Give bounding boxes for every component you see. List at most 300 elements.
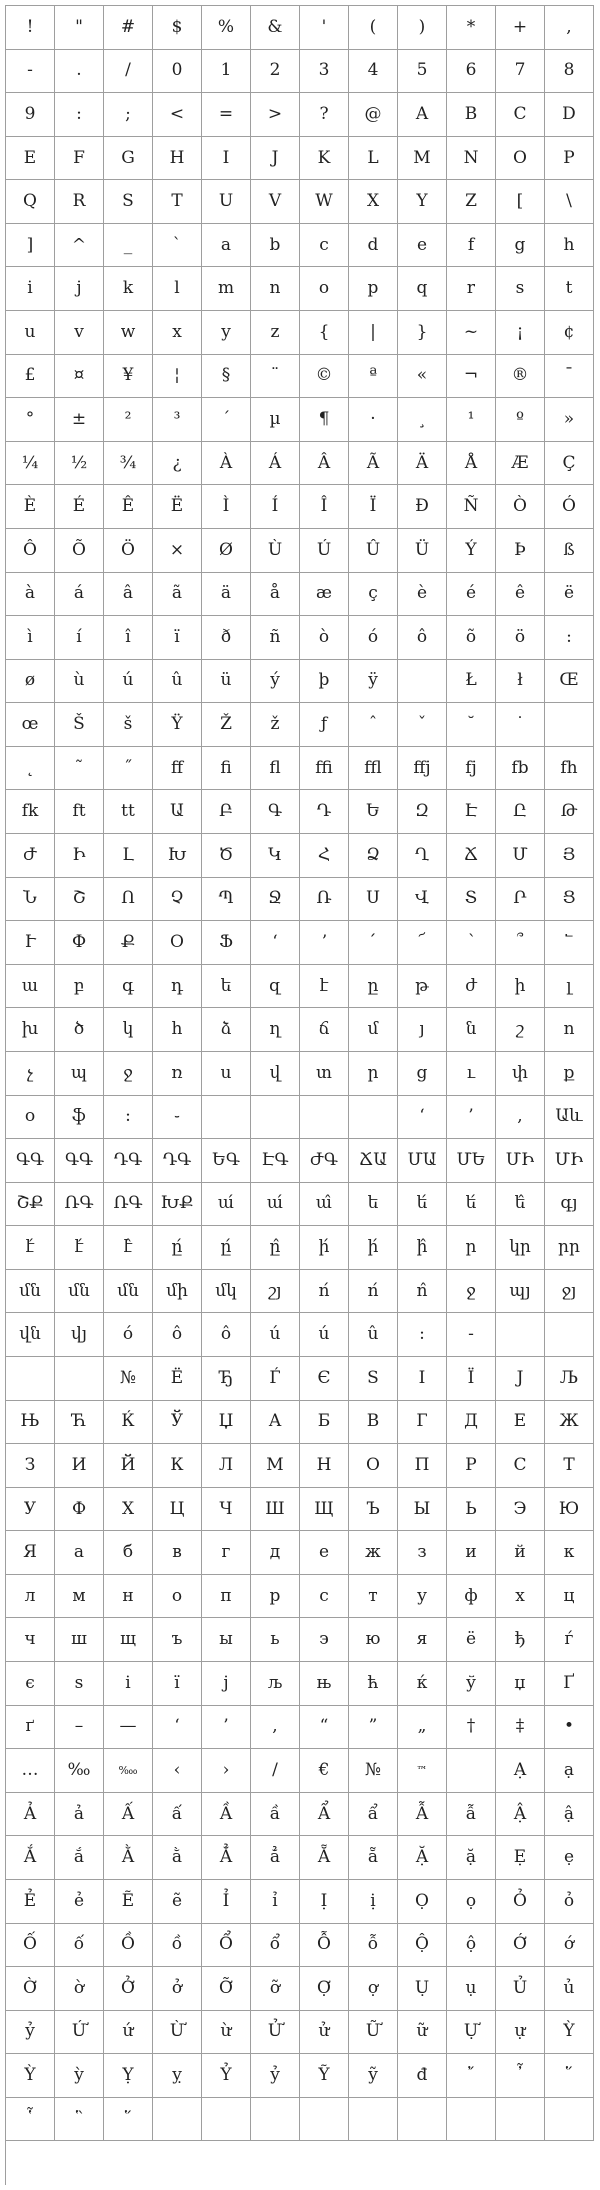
glyph-cell: ú xyxy=(300,1313,349,1357)
glyph-cell xyxy=(496,1313,545,1357)
glyph-cell: á xyxy=(55,573,104,617)
glyph-cell: մ xyxy=(349,1008,398,1052)
glyph-cell: Ջ xyxy=(251,878,300,922)
glyph-cell: Բ xyxy=(202,790,251,834)
glyph-cell: [ xyxy=(496,180,545,224)
glyph-cell: № xyxy=(104,1357,153,1401)
glyph-cell: Աև xyxy=(545,1096,594,1140)
glyph-cell: ỷ xyxy=(251,2054,300,2098)
glyph-cell: ш xyxy=(55,1618,104,1662)
glyph-cell: Œ xyxy=(545,660,594,704)
glyph-cell: Ả xyxy=(6,1793,55,1837)
glyph-cell: о xyxy=(153,1575,202,1619)
glyph-cell: մն xyxy=(55,1270,104,1314)
glyph-cell: ! xyxy=(6,6,55,50)
glyph-cell: Ь xyxy=(447,1488,496,1532)
glyph-cell: ʻ xyxy=(251,921,300,965)
glyph-cell: Ւ xyxy=(6,921,55,965)
glyph-cell: — xyxy=(104,1706,153,1750)
glyph-cell: ’ xyxy=(447,1096,496,1140)
glyph-cell: ո́ xyxy=(349,1270,398,1314)
glyph-cell: ֆ xyxy=(55,1096,104,1140)
glyph-cell: ս xyxy=(202,1052,251,1096)
glyph-cell: ը́ xyxy=(202,1226,251,1270)
glyph-cell: B xyxy=(447,93,496,137)
glyph-cell: ﬁ xyxy=(202,747,251,791)
glyph-cell: А xyxy=(251,1401,300,1445)
glyph-cell: - xyxy=(6,50,55,94)
glyph-cell: tt xyxy=(104,790,153,834)
glyph-cell: Ր xyxy=(496,878,545,922)
glyph-cell: ‡ xyxy=(496,1706,545,1750)
glyph-cell: R xyxy=(55,180,104,224)
glyph-cell: լ xyxy=(545,965,594,1009)
glyph-cell: Ի xyxy=(55,834,104,878)
glyph-cell: я xyxy=(398,1618,447,1662)
glyph-cell: ῞ xyxy=(545,2054,594,2098)
glyph-cell: ứ xyxy=(104,2011,153,2055)
glyph-cell: X xyxy=(349,180,398,224)
glyph-cell: І xyxy=(398,1357,447,1401)
glyph-cell: g xyxy=(496,224,545,268)
glyph-cell: ó xyxy=(104,1313,153,1357)
glyph-cell: – xyxy=(55,1706,104,1750)
glyph-cell: Ѕ xyxy=(349,1357,398,1401)
glyph-cell: С xyxy=(496,1444,545,1488)
glyph-cell: З xyxy=(6,1444,55,1488)
glyph-cell: ã xyxy=(153,573,202,617)
glyph-cell: ạ xyxy=(545,1749,594,1793)
glyph-cell: 8 xyxy=(545,50,594,94)
glyph-cell: Ы xyxy=(398,1488,447,1532)
glyph-cell: ý xyxy=(251,660,300,704)
glyph-cell: Ç xyxy=(545,442,594,486)
glyph-cell: е xyxy=(300,1531,349,1575)
glyph-cell: “ xyxy=(300,1706,349,1750)
glyph-cell: ճ xyxy=(300,1008,349,1052)
glyph-cell xyxy=(447,2098,496,2142)
glyph-cell: Š xyxy=(55,703,104,747)
glyph-cell: ú xyxy=(251,1313,300,1357)
glyph-cell: Ï xyxy=(349,485,398,529)
glyph-cell: ա̂ xyxy=(300,1183,349,1227)
glyph-cell: È xyxy=(6,485,55,529)
glyph-cell: ա́ xyxy=(202,1183,251,1227)
glyph-cell: t xyxy=(545,267,594,311)
glyph-cell: / xyxy=(251,1749,300,1793)
glyph-cell: ặ xyxy=(447,1836,496,1880)
glyph-cell: щ xyxy=(104,1618,153,1662)
glyph-cell: ѕ xyxy=(55,1662,104,1706)
glyph-cell: S xyxy=(104,180,153,224)
glyph-cell: ջյ xyxy=(545,1270,594,1314)
glyph-cell: ո xyxy=(545,1008,594,1052)
glyph-cell: յ xyxy=(398,1008,447,1052)
glyph-cell: b xyxy=(251,224,300,268)
glyph-cell: Ì xyxy=(202,485,251,529)
glyph-cell: ՞ xyxy=(496,921,545,965)
glyph-cell: ä xyxy=(202,573,251,617)
glyph-cell: ç xyxy=(349,573,398,617)
glyph-cell: Ờ xyxy=(6,1967,55,2011)
glyph-cell: ft xyxy=(55,790,104,834)
glyph-cell: Ậ xyxy=(496,1793,545,1837)
glyph-cell: U xyxy=(202,180,251,224)
glyph-cell: 6 xyxy=(447,50,496,94)
glyph-cell: մկ xyxy=(202,1270,251,1314)
glyph-cell: Ớ xyxy=(496,1924,545,1968)
glyph-cell: ẫ xyxy=(447,1793,496,1837)
glyph-cell: Ỵ xyxy=(104,2054,153,2098)
glyph-cell: Ա xyxy=(153,790,202,834)
glyph-cell: Þ xyxy=(496,529,545,573)
glyph-cell: ե́ xyxy=(398,1183,447,1227)
glyph-cell: ~ xyxy=(447,311,496,355)
glyph-cell: Ժ xyxy=(6,834,55,878)
glyph-cell: œ xyxy=(6,703,55,747)
glyph-cell xyxy=(153,2098,202,2142)
glyph-cell: В xyxy=(349,1401,398,1445)
glyph-cell: Я xyxy=(6,1531,55,1575)
glyph-cell: ò xyxy=(300,616,349,660)
glyph-cell xyxy=(447,1749,496,1793)
glyph-cell: ọ xyxy=(447,1880,496,1924)
glyph-cell: ղ xyxy=(251,1008,300,1052)
glyph-cell: ² xyxy=(104,398,153,442)
glyph-cell: х xyxy=(496,1575,545,1619)
glyph-cell: Ừ xyxy=(153,2011,202,2055)
glyph-cell: ¥ xyxy=(104,355,153,399)
glyph-cell: Ẫ xyxy=(398,1793,447,1837)
glyph-cell: խ xyxy=(6,1008,55,1052)
glyph-cell: × xyxy=(153,529,202,573)
glyph-cell: ậ xyxy=(545,1793,594,1837)
glyph-cell: „ xyxy=(398,1706,447,1750)
glyph-cell: ß xyxy=(545,529,594,573)
glyph-cell: Ắ xyxy=(6,1836,55,1880)
glyph-cell: ñ xyxy=(251,616,300,660)
glyph-cell: 9 xyxy=(6,93,55,137)
glyph-cell: ¦ xyxy=(153,355,202,399)
glyph-cell: Ỳ xyxy=(545,2011,594,2055)
glyph-cell: ի́ xyxy=(349,1226,398,1270)
glyph-cell: ž xyxy=(251,703,300,747)
glyph-cell: ю xyxy=(349,1618,398,1662)
glyph-cell: ῝ xyxy=(55,2098,104,2142)
glyph-cell: ﬃ xyxy=(300,747,349,791)
glyph-cell: ՄԻ xyxy=(545,1139,594,1183)
glyph-cell: Й xyxy=(104,1444,153,1488)
glyph-cell: N xyxy=(447,137,496,181)
glyph-cell: ử xyxy=(300,2011,349,2055)
glyph-cell: ‘ xyxy=(153,1706,202,1750)
glyph-cell: Զ xyxy=(398,790,447,834)
glyph-cell: ժ xyxy=(447,965,496,1009)
glyph-cell: | xyxy=(349,311,398,355)
glyph-cell: m xyxy=(202,267,251,311)
glyph-cell: ^ xyxy=(55,224,104,268)
glyph-cell: Ն xyxy=(6,878,55,922)
glyph-cell: Վ xyxy=(398,878,447,922)
glyph-cell: ՜ xyxy=(398,921,447,965)
glyph-cell: Ỉ xyxy=(202,1880,251,1924)
glyph-cell: ? xyxy=(300,93,349,137)
glyph-cell: մի xyxy=(153,1270,202,1314)
glyph-cell: у xyxy=(398,1575,447,1619)
glyph-cell: Փ xyxy=(55,921,104,965)
glyph-cell: ả xyxy=(55,1793,104,1837)
glyph-cell: ¬ xyxy=(447,355,496,399)
glyph-cell: б xyxy=(104,1531,153,1575)
glyph-cell: ˘ xyxy=(447,703,496,747)
glyph-cell: ՌԳ xyxy=(55,1183,104,1227)
glyph-cell: Ọ xyxy=(398,1880,447,1924)
glyph-cell: ˇ xyxy=(398,703,447,747)
glyph-cell: - xyxy=(447,1313,496,1357)
glyph-cell: ј xyxy=(202,1662,251,1706)
glyph-cell: z xyxy=(251,311,300,355)
glyph-cell: ц xyxy=(545,1575,594,1619)
glyph-cell: ú xyxy=(104,660,153,704)
glyph-cell: ձ xyxy=(202,1008,251,1052)
glyph-cell: И xyxy=(55,1444,104,1488)
glyph-cell: է̂ xyxy=(104,1226,153,1270)
glyph-cell: ը̂ xyxy=(251,1226,300,1270)
glyph-cell: ł xyxy=(496,660,545,704)
glyph-cell: Д xyxy=(447,1401,496,1445)
glyph-grid xyxy=(5,5,594,2185)
glyph-cell: Н xyxy=(300,1444,349,1488)
glyph-cell: ։ xyxy=(104,1096,153,1140)
glyph-cell: М xyxy=(251,1444,300,1488)
glyph-cell: Ị xyxy=(300,1880,349,1924)
glyph-cell: a xyxy=(202,224,251,268)
glyph-cell: ừ xyxy=(202,2011,251,2055)
glyph-cell: ԽՔ xyxy=(153,1183,202,1227)
glyph-cell: , xyxy=(251,1706,300,1750)
glyph-cell: Ղ xyxy=(398,834,447,878)
glyph-cell: } xyxy=(398,311,447,355)
glyph-cell: Б xyxy=(300,1401,349,1445)
glyph-cell: Ự xyxy=(447,2011,496,2055)
glyph-cell: ո̂ xyxy=(398,1270,447,1314)
glyph-cell: ց xyxy=(398,1052,447,1096)
glyph-cell: É xyxy=(55,485,104,529)
glyph-cell: è xyxy=(398,573,447,617)
glyph-cell: ỡ xyxy=(251,1967,300,2011)
glyph-cell: Ổ xyxy=(202,1924,251,1968)
glyph-cell: ỉ xyxy=(251,1880,300,1924)
glyph-cell: Ў xyxy=(153,1401,202,1445)
glyph-cell: К xyxy=(153,1444,202,1488)
glyph-cell: ¢ xyxy=(545,311,594,355)
glyph-cell: Ồ xyxy=(104,1924,153,1968)
glyph-cell: Ầ xyxy=(202,1793,251,1837)
glyph-cell: і xyxy=(104,1662,153,1706)
glyph-cell: ԴԳ xyxy=(104,1139,153,1183)
glyph-cell: Ф xyxy=(55,1488,104,1532)
glyph-cell: Ձ xyxy=(349,834,398,878)
glyph-cell: ի xyxy=(496,965,545,1009)
glyph-cell: д xyxy=(251,1531,300,1575)
glyph-cell: Ố xyxy=(6,1924,55,1968)
glyph-cell: № xyxy=(349,1749,398,1793)
glyph-cell: Є xyxy=(300,1357,349,1401)
glyph-cell: € xyxy=(300,1749,349,1793)
glyph-cell: 2 xyxy=(251,50,300,94)
glyph-cell: ֊ xyxy=(153,1096,202,1140)
glyph-cell: Э xyxy=(496,1488,545,1532)
glyph-cell: A xyxy=(398,93,447,137)
glyph-cell: d xyxy=(349,224,398,268)
glyph-cell: W xyxy=(300,180,349,224)
glyph-cell: s xyxy=(496,267,545,311)
glyph-cell: ջ xyxy=(447,1270,496,1314)
glyph-cell: Л xyxy=(202,1444,251,1488)
glyph-cell: ﬀj xyxy=(398,747,447,791)
glyph-cell: h xyxy=(545,224,594,268)
glyph-cell: Ї xyxy=(447,1357,496,1401)
glyph-cell: Љ xyxy=(545,1357,594,1401)
glyph-cell: ê xyxy=(496,573,545,617)
glyph-cell: à xyxy=(6,573,55,617)
glyph-cell: & xyxy=(251,6,300,50)
glyph-cell: րր xyxy=(545,1226,594,1270)
glyph-cell: ը xyxy=(349,965,398,1009)
glyph-cell: Q xyxy=(6,180,55,224)
glyph-cell: Ữ xyxy=(349,2011,398,2055)
glyph-cell: Կ xyxy=(251,834,300,878)
glyph-cell: Ц xyxy=(153,1488,202,1532)
glyph-cell: ẹ xyxy=(545,1836,594,1880)
glyph-cell: м xyxy=(55,1575,104,1619)
glyph-cell: ¯ xyxy=(545,355,594,399)
glyph-cell: < xyxy=(153,93,202,137)
glyph-cell: Ỹ xyxy=(300,2054,349,2098)
glyph-cell xyxy=(545,703,594,747)
glyph-cell: ự xyxy=(496,2011,545,2055)
glyph-cell: թ xyxy=(398,965,447,1009)
glyph-cell: ե́ xyxy=(447,1183,496,1227)
glyph-cell: ՄԻ xyxy=(496,1139,545,1183)
glyph-cell: L xyxy=(349,137,398,181)
glyph-cell: վն xyxy=(6,1313,55,1357)
glyph-cell: Ẩ xyxy=(300,1793,349,1837)
glyph-cell: ` xyxy=(153,224,202,268)
glyph-cell: Թ xyxy=(545,790,594,834)
glyph-cell: r xyxy=(447,267,496,311)
glyph-cell: ﬂ xyxy=(251,747,300,791)
glyph-cell: Ё xyxy=(153,1357,202,1401)
glyph-cell: v xyxy=(55,311,104,355)
glyph-cell: … xyxy=(6,1749,55,1793)
glyph-cell: ՄԵ xyxy=(447,1139,496,1183)
glyph-cell: Ợ xyxy=(300,1967,349,2011)
glyph-cell: p xyxy=(349,267,398,311)
glyph-cell: , xyxy=(496,1096,545,1140)
glyph-cell: c xyxy=(300,224,349,268)
glyph-cell: ị xyxy=(349,1880,398,1924)
glyph-cell: + xyxy=(496,6,545,50)
glyph-cell: w xyxy=(104,311,153,355)
glyph-cell: н xyxy=(104,1575,153,1619)
glyph-cell: Գ xyxy=(251,790,300,834)
glyph-cell xyxy=(545,2098,594,2142)
glyph-cell: ö xyxy=(496,616,545,660)
glyph-cell: ẵ xyxy=(349,1836,398,1880)
glyph-cell: Ծ xyxy=(202,834,251,878)
glyph-cell: љ xyxy=(251,1662,300,1706)
glyph-cell: Ґ xyxy=(545,1662,594,1706)
glyph-cell: ´ xyxy=(202,398,251,442)
glyph-cell: Ộ xyxy=(398,1924,447,1968)
glyph-cell: զ xyxy=(251,965,300,1009)
glyph-cell: ª xyxy=(349,355,398,399)
glyph-cell: Ử xyxy=(251,2011,300,2055)
glyph-cell: Џ xyxy=(202,1401,251,1445)
glyph-cell: с xyxy=(300,1575,349,1619)
glyph-cell: ° xyxy=(6,398,55,442)
glyph-cell: . xyxy=(55,50,104,94)
glyph-cell: ի́ xyxy=(300,1226,349,1270)
glyph-cell: fh xyxy=(545,747,594,791)
glyph-cell: ԷԳ xyxy=(251,1139,300,1183)
glyph-cell: À xyxy=(202,442,251,486)
glyph-cell: ” xyxy=(349,1706,398,1750)
glyph-cell: Ս xyxy=(349,878,398,922)
glyph-cell: ¸ xyxy=(398,398,447,442)
glyph-cell: Դ xyxy=(300,790,349,834)
glyph-cell: ỏ xyxy=(545,1880,594,1924)
glyph-cell: ў xyxy=(447,1662,496,1706)
glyph-cell: ỗ xyxy=(349,1924,398,1968)
glyph-cell: ấ xyxy=(153,1793,202,1837)
glyph-cell: փ xyxy=(496,1052,545,1096)
glyph-cell: ԵԳ xyxy=(202,1139,251,1183)
glyph-cell: û xyxy=(153,660,202,704)
glyph-cell: Æ xyxy=(496,442,545,486)
glyph-cell: ՌԳ xyxy=(104,1183,153,1227)
glyph-cell: D xyxy=(545,93,594,137)
glyph-cell: Ẳ xyxy=(202,1836,251,1880)
glyph-cell: ր xyxy=(349,1052,398,1096)
glyph-cell: ộ xyxy=(447,1924,496,1968)
glyph-cell: օ xyxy=(6,1096,55,1140)
glyph-cell: ж xyxy=(349,1531,398,1575)
glyph-cell: Ü xyxy=(398,529,447,573)
glyph-cell: ԺԳ xyxy=(300,1139,349,1183)
glyph-cell: ՟ xyxy=(545,921,594,965)
glyph-cell: ¾ xyxy=(104,442,153,486)
glyph-cell: þ xyxy=(300,660,349,704)
glyph-cell: ա xyxy=(6,965,55,1009)
glyph-cell: Ã xyxy=(349,442,398,486)
glyph-cell: ằ xyxy=(153,1836,202,1880)
glyph-cell: к xyxy=(545,1531,594,1575)
glyph-cell: Ù xyxy=(251,529,300,573)
glyph-cell: Á xyxy=(251,442,300,486)
glyph-cell: Ѓ xyxy=(251,1357,300,1401)
glyph-cell: գ xyxy=(104,965,153,1009)
glyph-cell: Õ xyxy=(55,529,104,573)
glyph-cell: Í xyxy=(251,485,300,529)
glyph-cell: 0 xyxy=(153,50,202,94)
glyph-cell: ч xyxy=(6,1618,55,1662)
glyph-cell: ƒ xyxy=(300,703,349,747)
glyph-cell: ð xyxy=(202,616,251,660)
glyph-cell xyxy=(349,2098,398,2142)
glyph-cell: o xyxy=(300,267,349,311)
